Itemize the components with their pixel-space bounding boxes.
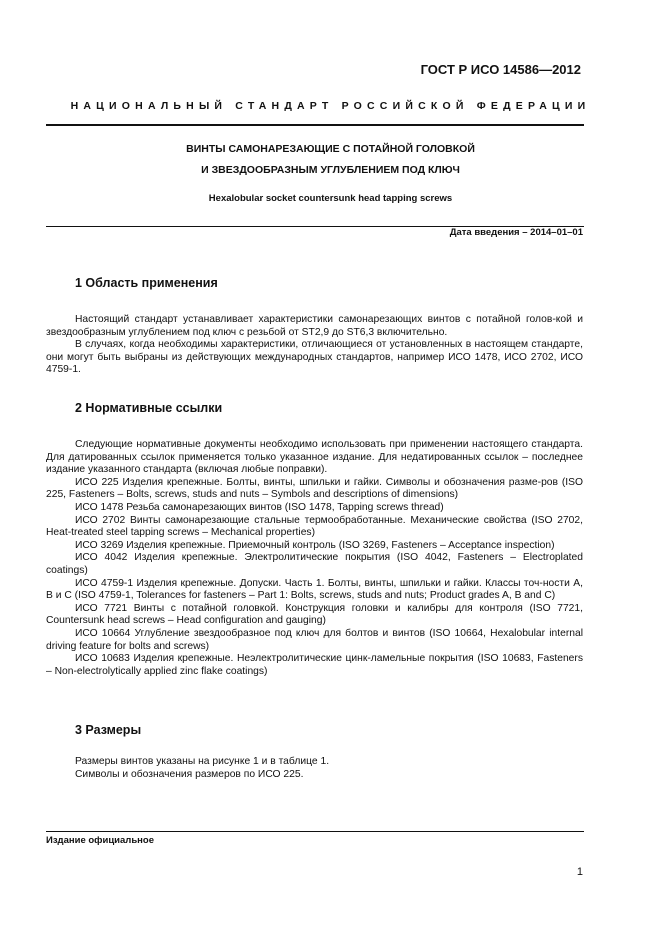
reference-item: ИСО 4042 Изделия крепежные. Электролитические покрытия (ISO 4042, Fasteners – Electroplated coatings) [46,552,583,576]
english-title: Hexalobular socket countersunk head tapping screws [208,193,453,204]
paragraph: Размеры винтов указаны на рисунке 1 и в таблице 1. [75,756,330,767]
title-line-2: И ЗВЕЗДООБРАЗНЫМ УГЛУБЛЕНИЕМ ПОД КЛЮЧ [201,164,460,176]
title-line-1: ВИНТЫ САМОНАРЕЗАЮЩИЕ С ПОТАЙНОЙ ГОЛОВКОЙ [186,143,475,155]
introduction-date: Дата введения – 2014–01–01 [449,227,583,238]
reference-item: ИСО 10683 Изделия крепежные. Неэлектролитические цинк-ламельные покрытия (ISO 10683, Fasteners – Non-electrolytically applied zinc flake coatings) [46,653,583,677]
paragraph: В случаях, когда необходимы характеристики, отличающиеся от установленных в настоящем стандарте, они могут быть выбраны из действующих международных стандартов, например ИСО 1478, ИСО 2702, ИСО 4759-1. [46,339,583,376]
section-heading-scope: 1 Область применения [75,276,218,290]
paragraph: Настоящий стандарт устанавливает характеристики самонарезающих винтов с потайной голов-кой и звездообразным углублением под ключ с резьбой от ST2,9 до ST6,3 включительно. [46,314,583,338]
paragraph: Символы и обозначения размеров по ИСО 225. [75,768,304,780]
document-title [0,139,661,181]
reference-item: ИСО 4759-1 Изделия крепежные. Допуски. Часть 1. Болты, винты, шпильки и гайки. Классы точ-ности А, В и С (ISO 4759-1, Tolerances for fasteners – Part 1: Bolts, screws, studs and nuts; Product grades A, B and C) [46,577,583,602]
reference-item: ИСО 3269 Изделия крепежные. Приемочный контроль (ISO 3269, Fasteners – Acceptance inspection) [75,539,555,551]
reference-item: ИСО 7721 Винты с потайной головкой. Конструкция головки и калибры для контроля (ISO 7721, Countersunk head screws – Head configuration and gauging) [46,602,583,627]
reference-item: ИСО 225 Изделия крепежные. Болты, винты, шпильки и гайки. Символы и обозначения разме-ров (ISO 225, Fasteners – Bolts, screws, studs and nuts – Symbols and descriptions of dimensions) [46,476,583,501]
section-body-dimensions [46,756,583,781]
national-standard-banner: НАЦИОНАЛЬНЫЙ СТАНДАРТ РОССИЙСКОЙ ФЕДЕРАЦИИ [70,100,591,112]
header-divider [46,124,584,126]
page-number: 1 [576,866,583,878]
official-edition-label: Издание официальное [46,835,154,846]
standard-code: ГОСТ Р ИСО 14586—2012 [420,62,581,77]
reference-item: ИСО 10664 Углубление звездообразное под ключ для болтов и винтов (ISO 10664, Hexalobular internal driving feature for bolts and screws) [46,627,583,652]
section-heading-normative-references: 2 Нормативные ссылки [75,401,223,415]
reference-item: ИСО 1478 Резьба самонарезающих винтов (ISO 1478, Tapping screws thread) [75,501,444,513]
footer-divider [46,831,584,832]
section-body-scope [46,314,583,377]
section-heading-dimensions: 3 Размеры [75,723,142,737]
reference-item: ИСО 2702 Винты самонарезающие стальные термообработанные. Механические свойства (ISO 2702, Heat-treated steel tapping screws – Mechanical properties) [46,514,583,539]
section-body-normative-references [46,439,583,678]
paragraph: Следующие нормативные документы необходимо использовать при применении настоящего стандарта. Для датированных ссылок применяется только указанное издание. Для недатированных ссылок – последнее издание указанного стандарта (включая любые поправки). [46,439,583,476]
